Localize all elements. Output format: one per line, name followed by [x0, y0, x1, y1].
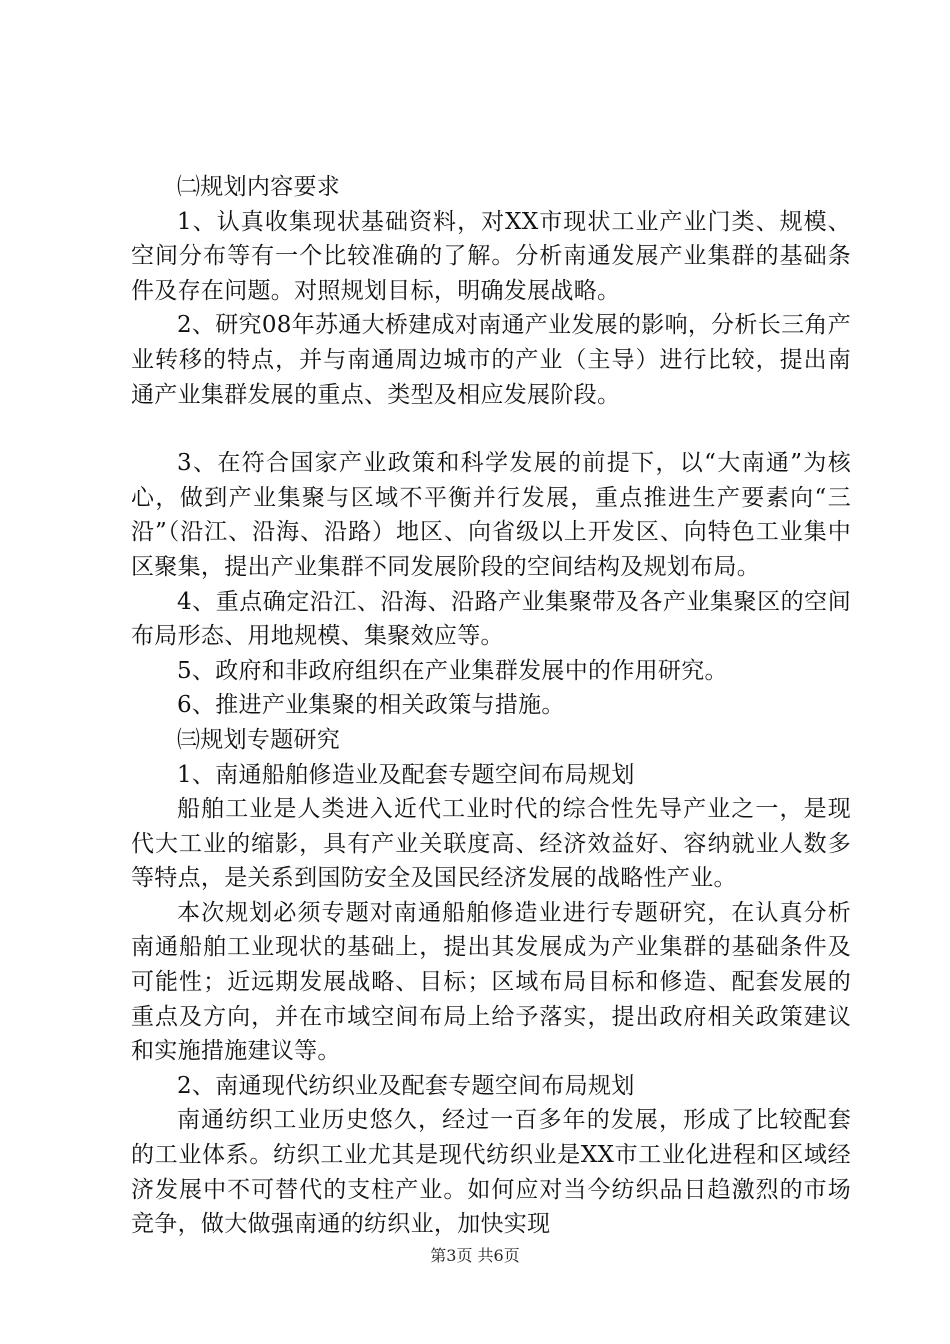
section-heading-content-requirements: ㈡规划内容要求: [177, 174, 341, 200]
subheading-shipbuilding: 1、南通船舶修造业及配套专题空间布局规划: [177, 761, 635, 788]
section-heading-special-studies: ㈢规划专题研究: [177, 726, 341, 753]
paragraph-item-6: 6、推进产业集聚的相关政策与措施。: [177, 692, 565, 719]
paragraph-item-1: 1、认真收集现状基础资料，对XX市现状工业产业门类、规模、空间分布等有一个比较准确的了解。分析南通发展产业集群的基础条件及存在问题。对照规划目标，明确发展战略。: [131, 208, 851, 304]
paragraph-textile-intro: 南通纺织工业历史悠久，经过一百多年的发展，形成了比较配套的工业体系。纺织工业尤其是现代纺织业是XX市工业化进程和区域经济发展中不可替代的支柱产业。如何应对当今纺织品日趋激烈的市场竞争，做大做强南通的纺织业，加快实现: [131, 1107, 851, 1238]
document-body: [131, 170, 851, 1242]
paragraph-shipbuilding-intro: 船舶工业是人类进入近代工业时代的综合性先导产业之一，是现代大工业的缩影，具有产业关联度高、经济效益好、容纳就业人数多等特点，是关系到国防安全及国民经济发展的战略性产业。: [131, 796, 851, 892]
page-number-footer: 第3页 共6页: [430, 1246, 520, 1265]
paragraph-item-5: 5、政府和非政府组织在产业集群发展中的作用研究。: [177, 657, 728, 684]
paragraph-item-4: 4、重点确定沿江、沿海、沿路产业集聚带及各产业集聚区的空间布局形态、用地规模、集聚效应等。: [131, 588, 851, 650]
paragraph-shipbuilding-study: 本次规划必须专题对南通船舶修造业进行专题研究，在认真分析南通船舶工业现状的基础上，提出其发展成为产业集群的基础条件及可能性；近远期发展战略、目标；区域布局目标和修造、配套发展的重点及方向，并在市域空间布局上给予落实，提出政府相关政策建议和实施措施建议等。: [131, 899, 851, 1065]
subheading-textile: 2、南通现代纺织业及配套专题空间布局规划: [177, 1072, 635, 1099]
paragraph-item-3: 3、在符合国家产业政策和科学发展的前提下，以“大南通”为核心，做到产业集聚与区域不平衡并行发展，重点推进生产要素向“三沿”（沿江、沿海、沿路）地区、向省级以上开发区、向特色工业集中区聚集，提出产业集群不同发展阶段的空间结构及规划布局。: [131, 450, 851, 580]
paragraph-item-2: 2、研究08年苏通大桥建成对南通产业发展的影响，分析长三角产业转移的特点，并与南通周边城市的产业（主导）进行比较，提出南通产业集群发展的重点、类型及相应发展阶段。: [131, 312, 851, 408]
